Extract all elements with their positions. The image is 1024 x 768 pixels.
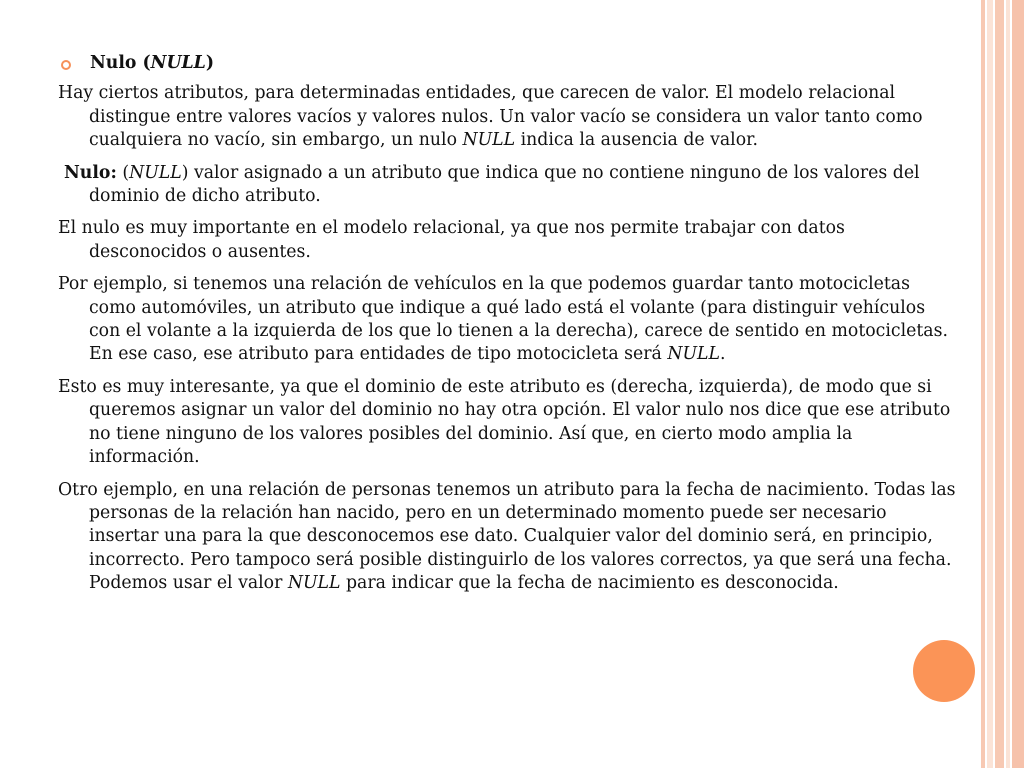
null-keyword: NULL bbox=[462, 130, 516, 151]
paragraph-text: Otro ejemplo, en una relación de personas tenemos un atributo para la fecha de nacimiento. Todas las personas de la relación han nacido, pero en un determinado momento puede ser necesario insertar una para la que desconocemos ese dato. Cualquier valor del dominio será, en principio, incorrecto. Pero tampoco será posible distinguirlo de los valores correctos, ya que será una fecha. Podemos usar el valor bbox=[58, 479, 956, 594]
paragraph-birthdate-example bbox=[58, 479, 960, 596]
paragraph-text: Hay ciertos atributos, para determinadas entidades, que carecen de valor. El modelo relacional distingue entre valores vacíos y valores nulos. Un valor vacío se considera un valor tanto como cualquiera no vacío, sin embargo, un nulo bbox=[58, 83, 923, 151]
paragraph-text: . bbox=[719, 344, 726, 365]
paragraph-null-importance: El nulo es muy importante en el modelo relacional, ya que nos permite trabajar con datos desconocidos o ausentes. bbox=[58, 218, 845, 262]
decorative-stripe bbox=[987, 0, 993, 768]
decorative-stripe bbox=[981, 0, 985, 768]
paragraph-vehicle-example bbox=[58, 273, 960, 367]
null-keyword: NULL bbox=[667, 344, 720, 365]
term-label: Nulo: bbox=[64, 162, 117, 183]
bullet-icon bbox=[61, 60, 71, 70]
decorative-orange-circle bbox=[913, 640, 975, 702]
null-keyword: NULL bbox=[287, 573, 341, 594]
decorative-stripe bbox=[1006, 0, 1010, 768]
paragraph-text: ) valor asignado a un atributo que indica que no contiene ninguno de los valores del dominio de dicho atributo. bbox=[89, 162, 920, 207]
slide-heading bbox=[58, 52, 960, 75]
heading-close: ) bbox=[205, 53, 215, 73]
heading-label: Nulo ( bbox=[90, 53, 151, 73]
decorative-stripe bbox=[1012, 0, 1024, 768]
paragraph-null-term bbox=[58, 162, 960, 209]
decorative-stripe bbox=[995, 0, 1004, 768]
paragraph-null-definition bbox=[58, 82, 960, 152]
paragraph-domain-explanation: Esto es muy interesante, ya que el dominio de este atributo es (derecha, izquierda), de modo que si queremos asignar un valor del dominio no hay otra opción. El valor nulo nos dice que ese atributo no tiene ninguno de los valores posibles del dominio. Así que, en cierto modo amplia la información. bbox=[58, 376, 951, 468]
paragraph-text: Por ejemplo, si tenemos una relación de vehículos en la que podemos guardar tanto motocicletas como automóviles, un atributo que indique a qué lado está el volante (para distinguir vehículos con el volante a la izquierda de los que lo tienen a la derecha), carece de sentido en motocicletas. En ese caso, ese atributo para entidades de tipo motocicleta será bbox=[58, 274, 948, 365]
heading-null-word: NULL bbox=[150, 53, 206, 73]
paragraph-text: para indicar que la fecha de nacimiento es desconocida. bbox=[340, 573, 839, 594]
paragraph-text: indica la ausencia de valor. bbox=[515, 130, 758, 151]
slide-content bbox=[58, 52, 960, 605]
null-keyword: NULL bbox=[129, 162, 182, 183]
paragraph-text: ( bbox=[116, 162, 130, 183]
